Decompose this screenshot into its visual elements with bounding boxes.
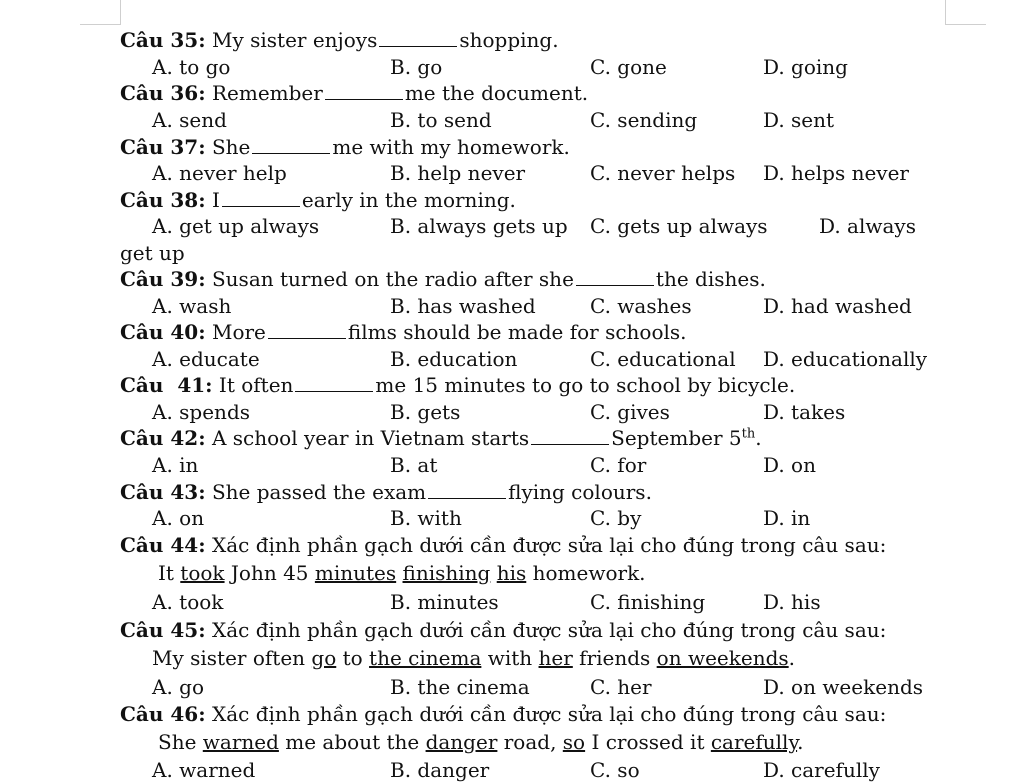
option-a: A. wash: [152, 294, 232, 318]
option-c: C. so: [590, 758, 640, 782]
sentence-text: John 45: [224, 561, 315, 585]
option-c: C. never helps: [590, 161, 736, 185]
option-b: B. education: [390, 347, 518, 371]
question-instruction: Xác định phần gạch dưới cần được sửa lại cho đúng trong câu sau:: [211, 618, 887, 642]
question-42: [120, 428, 762, 448]
sentence-text: with: [481, 646, 539, 670]
question-text-after: the dishes.: [655, 267, 766, 291]
option-c: C. for: [590, 453, 647, 477]
question-46: [120, 704, 886, 724]
sentence-text: My sister often: [152, 646, 312, 670]
sentence-text: .: [788, 646, 796, 670]
option-c: C. finishing: [590, 590, 706, 614]
sentence-text: It: [158, 561, 181, 585]
question-label: Câu 46:: [120, 702, 206, 726]
question-text-before: Remember: [211, 81, 323, 105]
option-a: A. get up always: [152, 214, 320, 238]
question-38: [120, 190, 516, 210]
question-label: Câu 35:: [120, 28, 206, 52]
answer-blank: [325, 87, 403, 100]
question-36: [120, 83, 588, 103]
question-37: [120, 137, 570, 157]
option-d: D. in: [763, 506, 811, 530]
option-b: B. minutes: [390, 590, 499, 614]
option-d: D. always: [819, 214, 916, 238]
underlined-part: his: [496, 561, 527, 585]
option-d: D. on: [763, 453, 816, 477]
question-44: [120, 535, 886, 555]
underlined-part: minutes: [314, 561, 397, 585]
question-text-before: She: [211, 135, 251, 159]
sentence-text: .: [797, 730, 804, 754]
option-b: B. to send: [390, 108, 492, 132]
sentence-text: I crossed it: [585, 730, 711, 754]
question-text-after: early in the morning.: [301, 188, 516, 212]
question-39: [120, 269, 766, 289]
option-d: D. helps never: [763, 161, 909, 185]
option-c: C. gets up always: [590, 214, 768, 238]
sentence-text: She: [158, 730, 203, 754]
answer-blank: [379, 34, 457, 47]
question-text-before: More: [211, 320, 266, 344]
option-b: B. always gets up: [390, 214, 568, 238]
option-a: A. on: [152, 506, 205, 530]
question-label: Câu 39:: [120, 267, 206, 291]
option-c: C. sending: [590, 108, 698, 132]
answer-blank: [428, 486, 506, 499]
sentence-text: road,: [497, 730, 563, 754]
option-c: C. her: [590, 675, 652, 699]
question-label: Câu 42:: [120, 426, 206, 450]
option-b: B. help never: [390, 161, 526, 185]
underlined-part: finishing: [402, 561, 491, 585]
option-a: A. in: [152, 453, 199, 477]
option-a: A. spends: [152, 400, 251, 424]
option-b: B. gets: [390, 400, 461, 424]
question-40: [120, 322, 687, 342]
underlined-part: the cinema: [369, 646, 482, 670]
option-d: D. had washed: [763, 294, 912, 318]
option-d-wrap: get up: [120, 241, 185, 265]
answer-blank: [531, 432, 609, 445]
option-b: B. at: [390, 453, 438, 477]
option-a: A. to go: [152, 55, 231, 79]
option-d: D. going: [763, 55, 848, 79]
option-d: D. educationally: [763, 347, 928, 371]
underlined-part: go: [311, 646, 337, 670]
underlined-part: warned: [202, 730, 279, 754]
question-label: Câu 37:: [120, 135, 206, 159]
option-d: D. carefully: [763, 758, 880, 782]
question-35: [120, 30, 559, 50]
page-corner-mark-right: [945, 0, 986, 25]
question-45: [120, 620, 886, 640]
answer-blank: [295, 379, 373, 392]
option-a: A. send: [152, 108, 227, 132]
sentence-text: me about the: [278, 730, 426, 754]
option-d: D. his: [763, 590, 821, 614]
error-sentence: [158, 563, 646, 583]
sentence-text: homework.: [526, 561, 646, 585]
option-c: C. by: [590, 506, 642, 530]
underlined-part: on weekends: [656, 646, 789, 670]
question-label: Câu 44:: [120, 533, 206, 557]
option-a: A. warned: [152, 758, 256, 782]
question-instruction: Xác định phần gạch dưới cần được sửa lại cho đúng trong câu sau:: [211, 702, 887, 726]
option-b: B. has washed: [390, 294, 536, 318]
option-c: C. gives: [590, 400, 670, 424]
question-text-after: me with my homework.: [332, 135, 570, 159]
answer-blank: [252, 141, 330, 154]
option-d: D. sent: [763, 108, 835, 132]
question-label: Câu 43:: [120, 480, 206, 504]
option-b: B. danger: [390, 758, 490, 782]
question-41: [120, 375, 795, 395]
option-c: C. washes: [590, 294, 692, 318]
option-d: D. on weekends: [763, 675, 924, 699]
option-a: A. took: [152, 590, 224, 614]
option-c: C. educational: [590, 347, 736, 371]
option-a: A. educate: [152, 347, 260, 371]
option-d: D. takes: [763, 400, 846, 424]
question-text-after: me the document.: [404, 81, 589, 105]
question-label: Câu 36:: [120, 81, 206, 105]
answer-blank: [268, 326, 346, 339]
option-b: B. with: [390, 506, 462, 530]
underlined-part: her: [538, 646, 573, 670]
question-label: Câu 40:: [120, 320, 206, 344]
ordinal-suffix: th: [741, 426, 756, 442]
option-c: C. gone: [590, 55, 667, 79]
question-text-before: A school year in Vietnam starts: [211, 426, 530, 450]
question-text-before: Susan turned on the radio after she: [211, 267, 574, 291]
question-text-after: September 5: [611, 426, 742, 450]
option-a: A. go: [152, 675, 205, 699]
question-43: [120, 482, 652, 502]
option-a: A. never help: [152, 161, 287, 185]
underlined-part: carefully: [710, 730, 798, 754]
underlined-part: took: [180, 561, 225, 585]
question-instruction: Xác định phần gạch dưới cần được sửa lại cho đúng trong câu sau:: [211, 533, 887, 557]
question-text-before: She passed the exam: [211, 480, 427, 504]
error-sentence: [158, 732, 803, 752]
question-text-after: shopping.: [459, 28, 559, 52]
page-corner-mark-left: [80, 0, 121, 25]
question-text-after: films should be made for schools.: [347, 320, 687, 344]
question-label: Câu 38:: [120, 188, 206, 212]
question-text-end: .: [755, 426, 762, 450]
sentence-text: friends: [572, 646, 657, 670]
error-sentence: [152, 648, 795, 668]
answer-blank: [222, 194, 300, 207]
question-label: Câu 45:: [120, 618, 206, 642]
question-text-after: flying colours.: [508, 480, 652, 504]
option-b: B. the cinema: [390, 675, 530, 699]
question-text-before: I: [211, 188, 220, 212]
question-text-before: My sister enjoys: [211, 28, 378, 52]
option-b: B. go: [390, 55, 443, 79]
question-text-after: me 15 minutes to go to school by bicycle.: [375, 373, 796, 397]
underlined-part: so: [562, 730, 586, 754]
underlined-part: danger: [425, 730, 498, 754]
sentence-text: to: [336, 646, 370, 670]
answer-blank: [576, 273, 654, 286]
question-label: Câu 41:: [120, 373, 213, 397]
question-text-before: It often: [218, 373, 294, 397]
